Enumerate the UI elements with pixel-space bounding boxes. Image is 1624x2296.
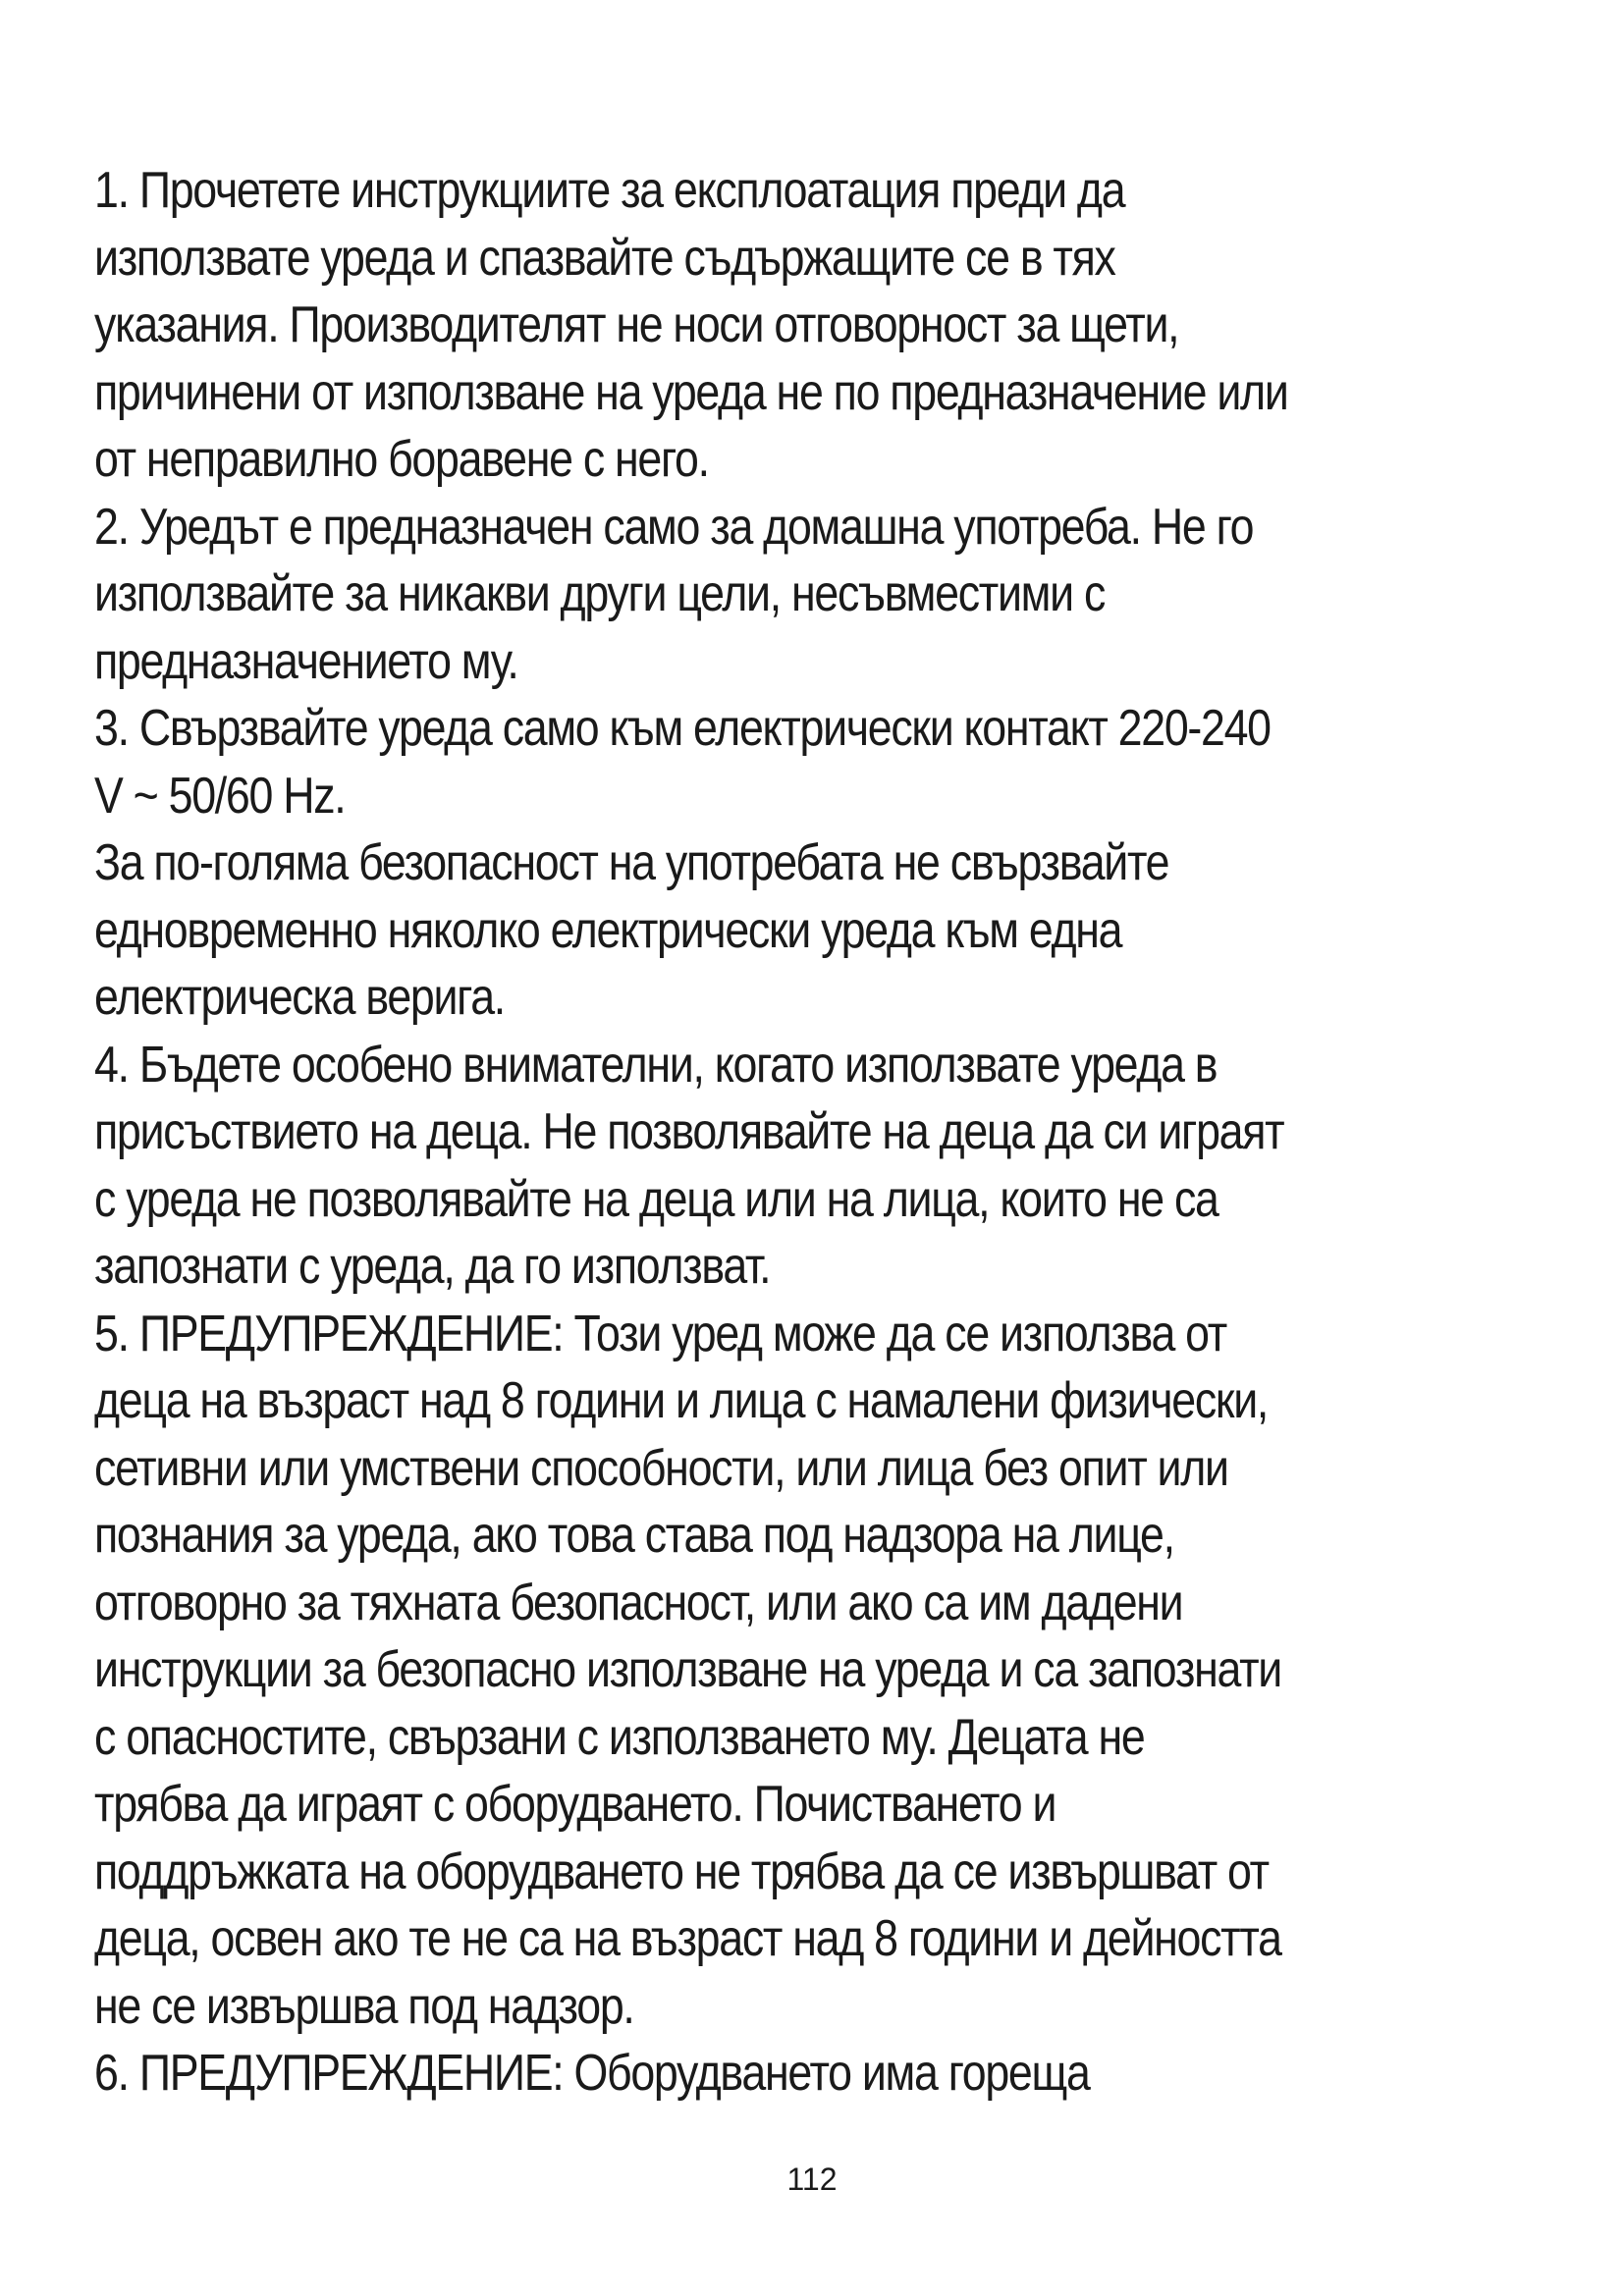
page-number: 112 xyxy=(786,2162,838,2197)
text-line: деца, освен ако те не са на възраст над 8 години и дейността xyxy=(94,1910,1281,1967)
text-line: 4. Бъдете особено внимателни, когато използвате уреда в xyxy=(94,1036,1218,1094)
text-line: 2. Уредът е предназначен само за домашна употреба. Не го xyxy=(94,498,1254,556)
text-line: отговорно за тяхната безопасност, или ако са им дадени xyxy=(94,1574,1183,1631)
text-line: деца на възраст над 8 години и лица с намалени физически, xyxy=(94,1372,1269,1429)
text-line: За по-голяма безопасност на употребата не свързвайте xyxy=(94,834,1169,891)
text-line: сетивни или умствени способности, или лица без опит или xyxy=(94,1439,1228,1497)
text-line: запознати с уреда, да го използват. xyxy=(94,1238,771,1295)
text-line: предназначението му. xyxy=(94,632,518,690)
text-line: 5. ПРЕДУПРЕЖДЕНИЕ: Този уред може да се използва от xyxy=(94,1305,1226,1362)
text-line: електрическа верига. xyxy=(94,969,505,1026)
text-line: инструкции за безопасно използване на уреда и са запознати xyxy=(94,1641,1281,1698)
text-line: причинени от използване на уреда не по предназначение или xyxy=(94,363,1288,421)
text-line: 1. Прочетете инструкциите за експлоатация преди да xyxy=(94,162,1125,219)
text-line: 6. ПРЕДУПРЕЖДЕНИЕ: Оборудването има гореща xyxy=(94,2045,1090,2102)
text-line: използвате уреда и спазвайте съдържащите се в тях xyxy=(94,229,1115,287)
text-line: с уреда не позволявайте на деца или на лица, които не са xyxy=(94,1170,1218,1228)
text-line: познания за уреда, ако това става под надзора на лице, xyxy=(94,1507,1174,1564)
text-line: трябва да играят с оборудването. Почистването и xyxy=(94,1776,1056,1833)
text-line: поддръжката на оборудването не трябва да се извършват от xyxy=(94,1842,1269,1900)
text-line: присъствието на деца. Не позволявайте на деца да си играят xyxy=(94,1103,1284,1160)
text-line: едновременно няколко електрически уреда към една xyxy=(94,901,1122,959)
text-line: V ~ 50/60 Hz. xyxy=(94,767,346,825)
text-line: с опасностите, свързани с използването му. Децата не xyxy=(94,1708,1145,1766)
text-line: от неправилно боравене с него. xyxy=(94,431,709,488)
instructions-text xyxy=(94,157,1327,2108)
text-line: използвайте за никакви други цели, несъвместими с xyxy=(94,565,1106,622)
text-line: указания. Производителят не носи отговорност за щети, xyxy=(94,296,1179,353)
text-line: не се извършва под надзор. xyxy=(94,1977,634,2035)
text-line: 3. Свързвайте уреда само към електрически контакт 220-240 xyxy=(94,700,1271,757)
